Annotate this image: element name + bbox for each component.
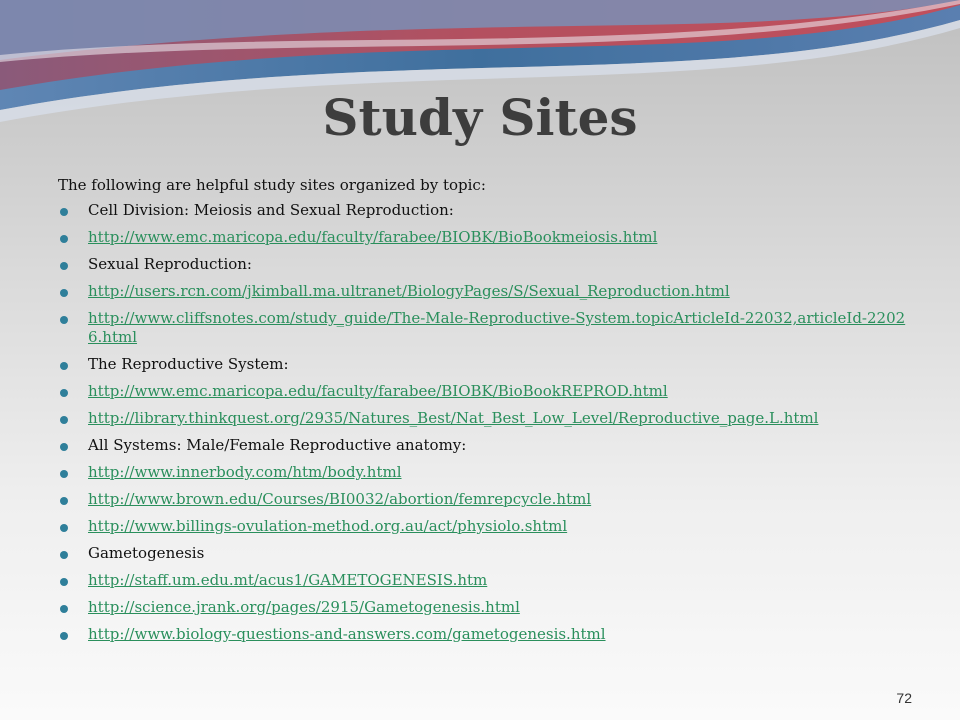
topic-list-item	[58, 201, 908, 220]
bullet-icon	[60, 235, 68, 243]
bullet-icon	[60, 470, 68, 478]
link-list-item	[58, 571, 908, 590]
bullet-icon	[60, 443, 68, 451]
link-list-item	[58, 625, 908, 644]
topic-heading: The Reproductive System:	[88, 355, 289, 373]
study-site-link[interactable]: http://www.biology-questions-and-answers.com/gametogenesis.html	[88, 625, 606, 643]
bullet-icon	[60, 316, 68, 324]
study-site-link[interactable]: http://www.emc.maricopa.edu/faculty/farabee/BIOBK/BioBookmeiosis.html	[88, 228, 658, 246]
topic-list-item	[58, 255, 908, 274]
topic-list-item	[58, 544, 908, 563]
topic-list-item	[58, 436, 908, 455]
bullet-icon	[60, 497, 68, 505]
link-list-item	[58, 490, 908, 509]
link-list-item	[58, 282, 908, 301]
topic-heading: All Systems: Male/Female Reproductive anatomy:	[88, 436, 467, 454]
bullet-icon	[60, 551, 68, 559]
slide-content	[58, 175, 908, 652]
topic-heading: Gametogenesis	[88, 544, 205, 562]
bullet-icon	[60, 362, 68, 370]
bullet-icon	[60, 262, 68, 270]
study-site-link[interactable]: http://users.rcn.com/jkimball.ma.ultranet/BiologyPages/S/Sexual_Reproduction.html	[88, 282, 730, 300]
topic-heading: Cell Division: Meiosis and Sexual Reproduction:	[88, 201, 454, 219]
link-list-item	[58, 309, 908, 347]
study-site-link[interactable]: http://staff.um.edu.mt/acus1/GAMETOGENESIS.htm	[88, 571, 488, 589]
bullet-icon	[60, 389, 68, 397]
study-site-link[interactable]: http://www.cliffsnotes.com/study_guide/The-Male-Reproductive-System.topicArticleId-22032,articleId-22026.html	[88, 309, 906, 346]
link-list-item	[58, 228, 908, 247]
study-site-link[interactable]: http://www.emc.maricopa.edu/faculty/farabee/BIOBK/BioBookREPROD.html	[88, 382, 668, 400]
topic-heading: Sexual Reproduction:	[88, 255, 252, 273]
study-site-link[interactable]: http://www.brown.edu/Courses/BI0032/abortion/femrepcycle.html	[88, 490, 592, 508]
link-list-item	[58, 463, 908, 482]
bullet-icon	[60, 289, 68, 297]
bullet-icon	[60, 208, 68, 216]
slide-title: Study Sites	[322, 88, 638, 147]
topic-list-item	[58, 355, 908, 374]
study-site-link[interactable]: http://library.thinkquest.org/2935/Natures_Best/Nat_Best_Low_Level/Reproductive_page.L.html	[88, 409, 819, 427]
bullet-icon	[60, 578, 68, 586]
bullet-icon	[60, 416, 68, 424]
link-list-item	[58, 409, 908, 428]
bullet-icon	[60, 605, 68, 613]
study-site-link[interactable]: http://www.billings-ovulation-method.org.au/act/physiolo.shtml	[88, 517, 568, 535]
link-list-item	[58, 517, 908, 536]
study-site-link[interactable]: http://www.innerbody.com/htm/body.html	[88, 463, 402, 481]
bullet-icon	[60, 524, 68, 532]
study-sites-list	[58, 201, 908, 644]
intro-text: The following are helpful study sites organized by topic:	[58, 176, 486, 194]
link-list-item	[58, 598, 908, 617]
study-site-link[interactable]: http://science.jrank.org/pages/2915/Gametogenesis.html	[88, 598, 520, 616]
bullet-icon	[60, 632, 68, 640]
link-list-item	[58, 382, 908, 401]
page-number: 72	[896, 690, 912, 706]
